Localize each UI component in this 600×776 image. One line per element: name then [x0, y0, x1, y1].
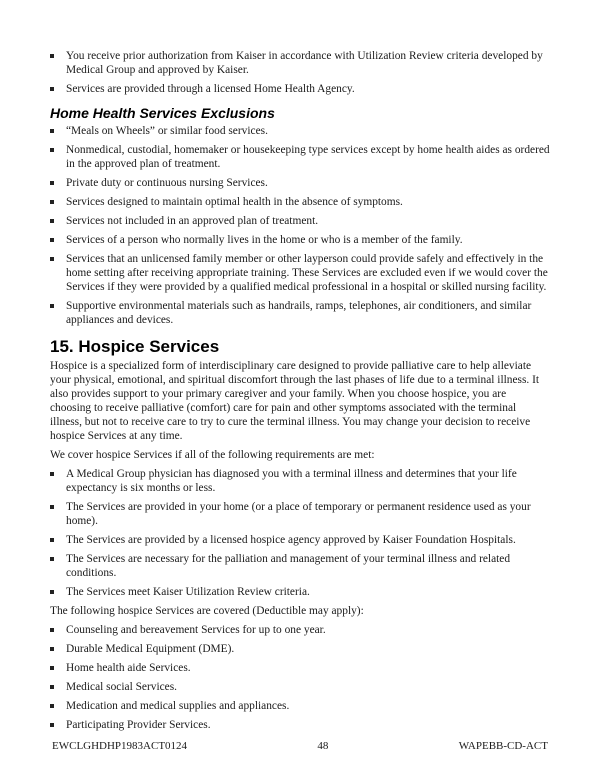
- list-item-text: Services designed to maintain optimal health in the absence of symptoms.: [66, 196, 403, 208]
- exclusions-heading: Home Health Services Exclusions: [50, 105, 275, 121]
- list-item-text: Services not included in an approved plan of treatment.: [66, 215, 319, 227]
- list-item: [50, 552, 550, 580]
- list-item: [50, 195, 550, 209]
- bullet-icon: [50, 538, 54, 542]
- list-item: [50, 467, 550, 495]
- list-item-text: Medication and medical supplies and appliances.: [66, 700, 290, 712]
- exclusions-list: [50, 124, 550, 327]
- list-item-text: The Services are provided in your home (or a place of temporary or permanent residence used as your home).: [66, 501, 531, 527]
- list-item: [50, 233, 550, 247]
- bullet-icon: [50, 628, 54, 632]
- list-item-text: Private duty or continuous nursing Services.: [66, 177, 268, 189]
- bullet-icon: [50, 505, 54, 509]
- list-item-text: Durable Medical Equipment (DME).: [66, 643, 235, 655]
- list-item: [50, 623, 550, 637]
- requirements-list: [50, 467, 550, 599]
- list-item-text: The Services are provided by a licensed hospice agency approved by Kaiser Foundation Hospitals.: [66, 534, 516, 546]
- covered-list: [50, 623, 550, 732]
- list-item-text: Services are provided through a licensed Home Health Agency.: [66, 83, 355, 95]
- list-item-text: “Meals on Wheels” or similar food services.: [66, 125, 268, 137]
- footer-plan-code: WAPEBB-CD-ACT: [458, 740, 548, 752]
- bullet-icon: [50, 87, 54, 91]
- list-item: [50, 82, 550, 96]
- requirements-intro: We cover hospice Services if all of the following requirements are met:: [50, 449, 375, 461]
- list-item: [50, 124, 550, 138]
- list-item: [50, 585, 550, 599]
- bullet-icon: [50, 557, 54, 561]
- bullet-icon: [50, 54, 54, 58]
- section-heading: 15. Hospice Services: [50, 337, 220, 356]
- list-item: [50, 661, 550, 675]
- list-item: [50, 642, 550, 656]
- list-item-text: You receive prior authorization from Kaiser in accordance with Utilization Review criteria developed by Medical Group and approved by Kaiser.: [66, 50, 543, 76]
- list-item: [50, 500, 550, 528]
- list-item-text: Counseling and bereavement Services for up to one year.: [66, 624, 326, 636]
- bullet-icon: [50, 257, 54, 261]
- bullet-icon: [50, 129, 54, 133]
- intro-bullet-list: [50, 49, 550, 96]
- bullet-icon: [50, 219, 54, 223]
- document-page: [50, 49, 550, 737]
- list-item: [50, 143, 550, 171]
- list-item: [50, 718, 550, 732]
- bullet-icon: [50, 200, 54, 204]
- bullet-icon: [50, 666, 54, 670]
- bullet-icon: [50, 590, 54, 594]
- list-item: [50, 252, 550, 294]
- list-item: [50, 680, 550, 694]
- page-footer: [52, 739, 548, 753]
- bullet-icon: [50, 723, 54, 727]
- list-item-text: A Medical Group physician has diagnosed you with a terminal illness and determines that your life expectancy is six months or less.: [66, 468, 517, 494]
- list-item: [50, 299, 550, 327]
- list-item-text: Home health aide Services.: [66, 662, 191, 674]
- list-item-text: Medical social Services.: [66, 681, 178, 693]
- list-item: [50, 176, 550, 190]
- bullet-icon: [50, 304, 54, 308]
- bullet-icon: [50, 704, 54, 708]
- list-item: [50, 214, 550, 228]
- list-item: [50, 533, 550, 547]
- bullet-icon: [50, 472, 54, 476]
- list-item-text: Services of a person who normally lives in the home or who is a member of the family.: [66, 234, 463, 246]
- list-item-text: The Services are necessary for the palliation and management of your terminal illness and related conditions.: [66, 553, 511, 579]
- bullet-icon: [50, 685, 54, 689]
- list-item-text: Services that an unlicensed family member or other layperson could provide safely and effectively in the home setting after receiving appropriate training. These Services are excluded even if we would cover the Services if they were provided by a qualified medical professional in a hospital or skilled nursing facility.: [66, 253, 548, 293]
- list-item-text: Supportive environmental materials such as handrails, ramps, telephones, air conditioners, and similar appliances and devices.: [66, 300, 532, 326]
- list-item-text: Nonmedical, custodial, homemaker or housekeeping type services except by home health aides as ordered in the approved plan of treatment.: [66, 144, 550, 170]
- footer-document-code: EWCLGHDHP1983ACT0124: [52, 740, 188, 752]
- bullet-icon: [50, 148, 54, 152]
- list-item: [50, 699, 550, 713]
- bullet-icon: [50, 181, 54, 185]
- list-item-text: Participating Provider Services.: [66, 719, 211, 731]
- hospice-intro-paragraph: Hospice is a specialized form of interdisciplinary care designed to provide palliative care to help alleviate your physical, emotional, and spiritual discomfort through the last phases of life due to a terminal illness. It also provides support to your primary caregiver and your family. When you choose hospice, you are choosing to receive palliative (comfort) care for pain and other symptoms associated with the terminal illness, but not to receive care to try to cure the terminal illness. You may change your decision to receive hospice Services at any time.: [50, 360, 540, 442]
- list-item-text: The Services meet Kaiser Utilization Review criteria.: [66, 586, 310, 598]
- bullet-icon: [50, 238, 54, 242]
- list-item: [50, 49, 550, 77]
- covered-intro: The following hospice Services are covered (Deductible may apply):: [50, 605, 364, 617]
- bullet-icon: [50, 647, 54, 651]
- page-number: 48: [317, 740, 329, 752]
